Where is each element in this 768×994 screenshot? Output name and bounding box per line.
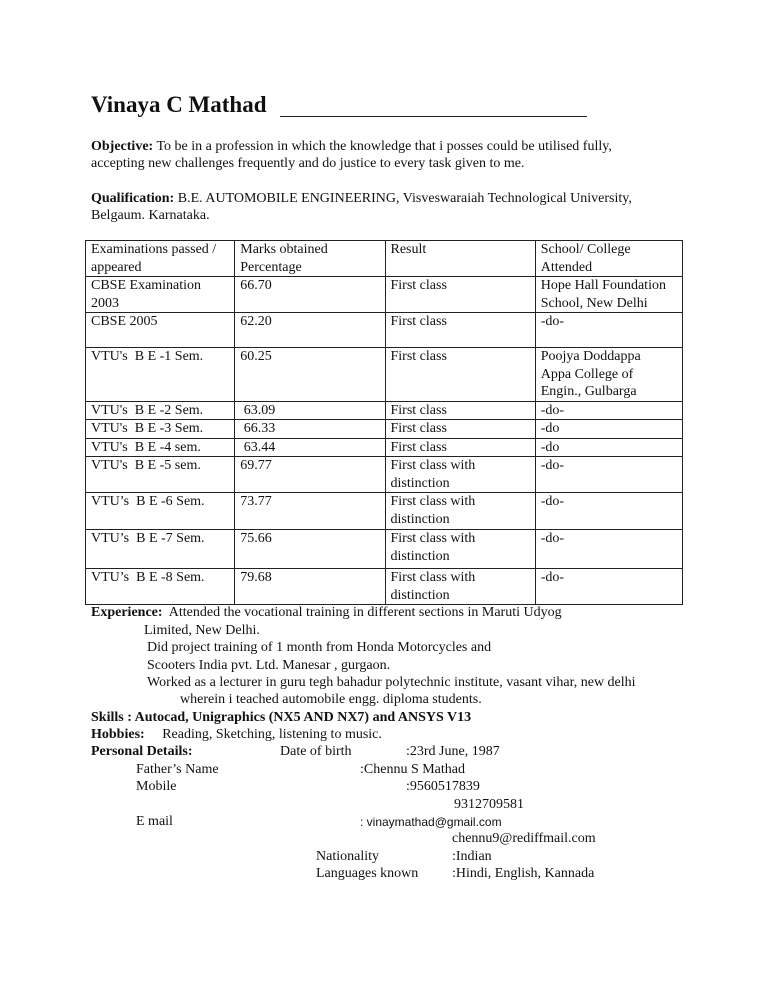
table-cell-exam <box>86 438 235 457</box>
table-cell-result <box>385 401 535 420</box>
table-cell-school <box>535 277 682 313</box>
table-cell-result <box>385 438 535 457</box>
experience-text-3: Did project training of 1 month from Honda Motorcycles and <box>147 640 492 655</box>
table-row <box>86 438 683 457</box>
table-cell-text: First class with <box>390 570 476 585</box>
table-cell-text: -do- <box>540 494 565 509</box>
table-row <box>86 457 683 493</box>
table-cell-result <box>385 348 535 402</box>
table-cell-text: First class with <box>390 458 476 473</box>
table-cell-exam <box>86 313 235 348</box>
table-cell-text: First class <box>390 439 447 455</box>
table-cell-school <box>535 569 682 605</box>
table-cell-result <box>385 420 535 439</box>
table-cell-text: 73.77 <box>240 494 272 509</box>
languages-value: :Hindi, English, Kannada <box>452 866 595 881</box>
table-header-text: Examinations passed / <box>91 242 217 257</box>
email-label: E mail <box>136 814 173 829</box>
table-cell-school <box>535 530 682 569</box>
table-cell-school <box>535 438 682 457</box>
table-cell-exam <box>86 569 235 605</box>
table-cell-marks <box>235 313 385 348</box>
table-row <box>86 313 683 348</box>
table-cell-marks <box>235 401 385 420</box>
table-cell-marks <box>235 277 385 313</box>
experience-label: Experience: <box>91 605 163 620</box>
table-cell-result <box>385 457 535 493</box>
table-row <box>86 277 683 313</box>
table-cell-exam <box>86 401 235 420</box>
table-header-text: Marks obtained <box>240 242 328 257</box>
qualification-line-1 <box>91 190 632 207</box>
table-cell-text: 69.77 <box>240 458 272 473</box>
table-cell-text: VTU's B E -2 Sem. <box>91 402 204 418</box>
objective-label: Objective: <box>91 139 154 154</box>
nationality-value: :Indian <box>452 849 492 864</box>
table-cell-text: First class with <box>390 494 476 509</box>
table-header-cell <box>385 241 535 277</box>
table-cell-text: 66.33 <box>240 421 276 436</box>
hobbies-value: Reading, Sketching, listening to music. <box>162 727 382 742</box>
table-cell-text: 2003 <box>91 295 119 311</box>
table-cell-text: 63.09 <box>240 402 276 418</box>
table-header-text: School/ College <box>540 242 631 257</box>
education-table-body <box>86 277 683 605</box>
table-cell-text: distinction <box>390 548 450 564</box>
table-cell-text: VTU's B E -1 Sem. <box>91 349 204 364</box>
experience-line-1 <box>91 604 562 621</box>
table-cell-text: First class <box>390 278 447 293</box>
table-cell-text: VTU's B E -5 sem. <box>91 458 201 473</box>
objective-text-1: To be in a profession in which the knowledge that i posses could be utilised fully, <box>156 139 612 154</box>
hobbies-line <box>91 726 382 743</box>
experience-text-6: wherein i teached automobile engg. diploma students. <box>180 692 482 707</box>
table-cell-marks <box>235 530 385 569</box>
table-cell-text: First class <box>390 314 447 329</box>
table-cell-text: 79.68 <box>240 570 272 585</box>
table-cell-school <box>535 420 682 439</box>
objective-line-1 <box>91 138 612 155</box>
father-label: Father’s Name <box>136 762 219 777</box>
table-cell-result <box>385 530 535 569</box>
mobile-label: Mobile <box>136 779 177 794</box>
table-cell-result <box>385 569 535 605</box>
dob-value: :23rd June, 1987 <box>406 744 500 759</box>
dob-label: Date of birth <box>280 744 352 759</box>
table-cell-exam <box>86 348 235 402</box>
education-table <box>85 240 683 605</box>
table-cell-school <box>535 457 682 493</box>
table-header-text: Result <box>390 242 427 257</box>
table-cell-text: First class <box>390 421 447 436</box>
table-cell-school <box>535 348 682 402</box>
table-cell-text: 60.25 <box>240 349 272 364</box>
table-cell-text: Engin., Gulbarga <box>540 384 637 399</box>
languages-label: Languages known <box>316 866 419 881</box>
table-cell-text: First class <box>390 349 447 364</box>
table-cell-text: CBSE 2005 <box>91 314 158 329</box>
table-row <box>86 401 683 420</box>
table-cell-text: Appa College of <box>540 366 634 382</box>
table-cell-school <box>535 493 682 530</box>
personal-details-label: Personal Details: <box>91 744 193 759</box>
qualification-text-2: Belgaum. Karnataka. <box>91 208 210 223</box>
table-cell-text: -do- <box>540 570 565 585</box>
table-header-cell <box>86 241 235 277</box>
table-header-row <box>86 241 683 277</box>
table-cell-text: First class <box>390 402 447 418</box>
table-cell-text: -do- <box>540 531 565 546</box>
table-cell-text: distinction <box>390 511 450 527</box>
table-cell-text: School, New Delhi <box>540 295 648 311</box>
table-cell-text: 62.20 <box>240 314 272 329</box>
table-header-text: appeared <box>91 259 142 275</box>
table-cell-text: VTU’s B E -6 Sem. <box>91 494 205 509</box>
table-cell-text: distinction <box>390 475 450 491</box>
table-cell-text: -do- <box>540 458 565 473</box>
table-cell-text: 66.70 <box>240 278 272 293</box>
table-row <box>86 420 683 439</box>
qualification-label: Qualification: <box>91 191 175 206</box>
table-row <box>86 493 683 530</box>
table-cell-text: Hope Hall Foundation <box>540 278 666 293</box>
table-cell-school <box>535 401 682 420</box>
table-cell-text: -do <box>540 421 560 436</box>
table-cell-exam <box>86 420 235 439</box>
skills-line: Skills : Autocad, Unigraphics (NX5 AND NX7) and ANSYS V13 <box>91 710 472 725</box>
table-cell-text: VTU's B E -3 Sem. <box>91 421 204 436</box>
table-cell-result <box>385 493 535 530</box>
table-cell-text: First class with <box>390 531 476 546</box>
table-cell-text: distinction <box>390 587 450 603</box>
table-cell-text: VTU's B E -4 sem. <box>91 439 201 455</box>
table-header-cell <box>535 241 682 277</box>
table-header-text: Percentage <box>240 259 302 275</box>
experience-text-2: Limited, New Delhi. <box>144 623 260 638</box>
table-cell-marks <box>235 569 385 605</box>
table-cell-exam <box>86 530 235 569</box>
table-cell-text: Poojya Doddappa <box>540 349 641 364</box>
name-underline <box>280 116 587 117</box>
hobbies-label: Hobbies: <box>91 727 145 742</box>
table-cell-text: 75.66 <box>240 531 272 546</box>
table-cell-text: VTU’s B E -8 Sem. <box>91 570 205 585</box>
nationality-label: Nationality <box>316 849 379 864</box>
objective-text-2: accepting new challenges frequently and do justice to every task given to me. <box>91 156 525 171</box>
resume-name: Vinaya C Mathad <box>91 92 267 117</box>
experience-text-4: Scooters India pvt. Ltd. Manesar , gurgaon. <box>147 658 391 673</box>
table-cell-text: VTU’s B E -7 Sem. <box>91 531 205 546</box>
table-header-text: Attended <box>540 259 593 275</box>
mobile-value-2: 9312709581 <box>454 797 524 812</box>
table-cell-exam <box>86 493 235 530</box>
table-cell-result <box>385 277 535 313</box>
table-cell-marks <box>235 348 385 402</box>
email-value-2[interactable]: chennu9@rediffmail.com <box>452 831 596 846</box>
table-cell-school <box>535 313 682 348</box>
table-cell-result <box>385 313 535 348</box>
table-cell-exam <box>86 457 235 493</box>
table-row <box>86 530 683 569</box>
table-cell-marks <box>235 493 385 530</box>
table-cell-text: 63.44 <box>240 439 276 455</box>
qualification-text-1: B.E. AUTOMOBILE ENGINEERING, Visveswaraiah Technological University, <box>177 191 632 206</box>
table-header-cell <box>235 241 385 277</box>
table-row <box>86 348 683 402</box>
table-cell-exam <box>86 277 235 313</box>
table-cell-text: CBSE Examination <box>91 278 202 293</box>
table-cell-marks <box>235 438 385 457</box>
table-cell-text: -do- <box>540 314 565 329</box>
father-value: :Chennu S Mathad <box>360 762 465 777</box>
email-value-1[interactable]: : vinaymathad@gmail.com <box>360 815 502 829</box>
table-row <box>86 569 683 605</box>
experience-text-1: Attended the vocational training in different sections in Maruti Udyog <box>168 605 562 620</box>
table-cell-marks <box>235 420 385 439</box>
table-cell-text: -do <box>540 439 560 455</box>
experience-text-5: Worked as a lecturer in guru tegh bahadur polytechnic institute, vasant vihar, new delhi <box>147 675 636 690</box>
table-cell-marks <box>235 457 385 493</box>
education-table-head <box>86 241 683 277</box>
table-cell-text: -do- <box>540 402 565 418</box>
mobile-value-1: :9560517839 <box>406 779 480 794</box>
